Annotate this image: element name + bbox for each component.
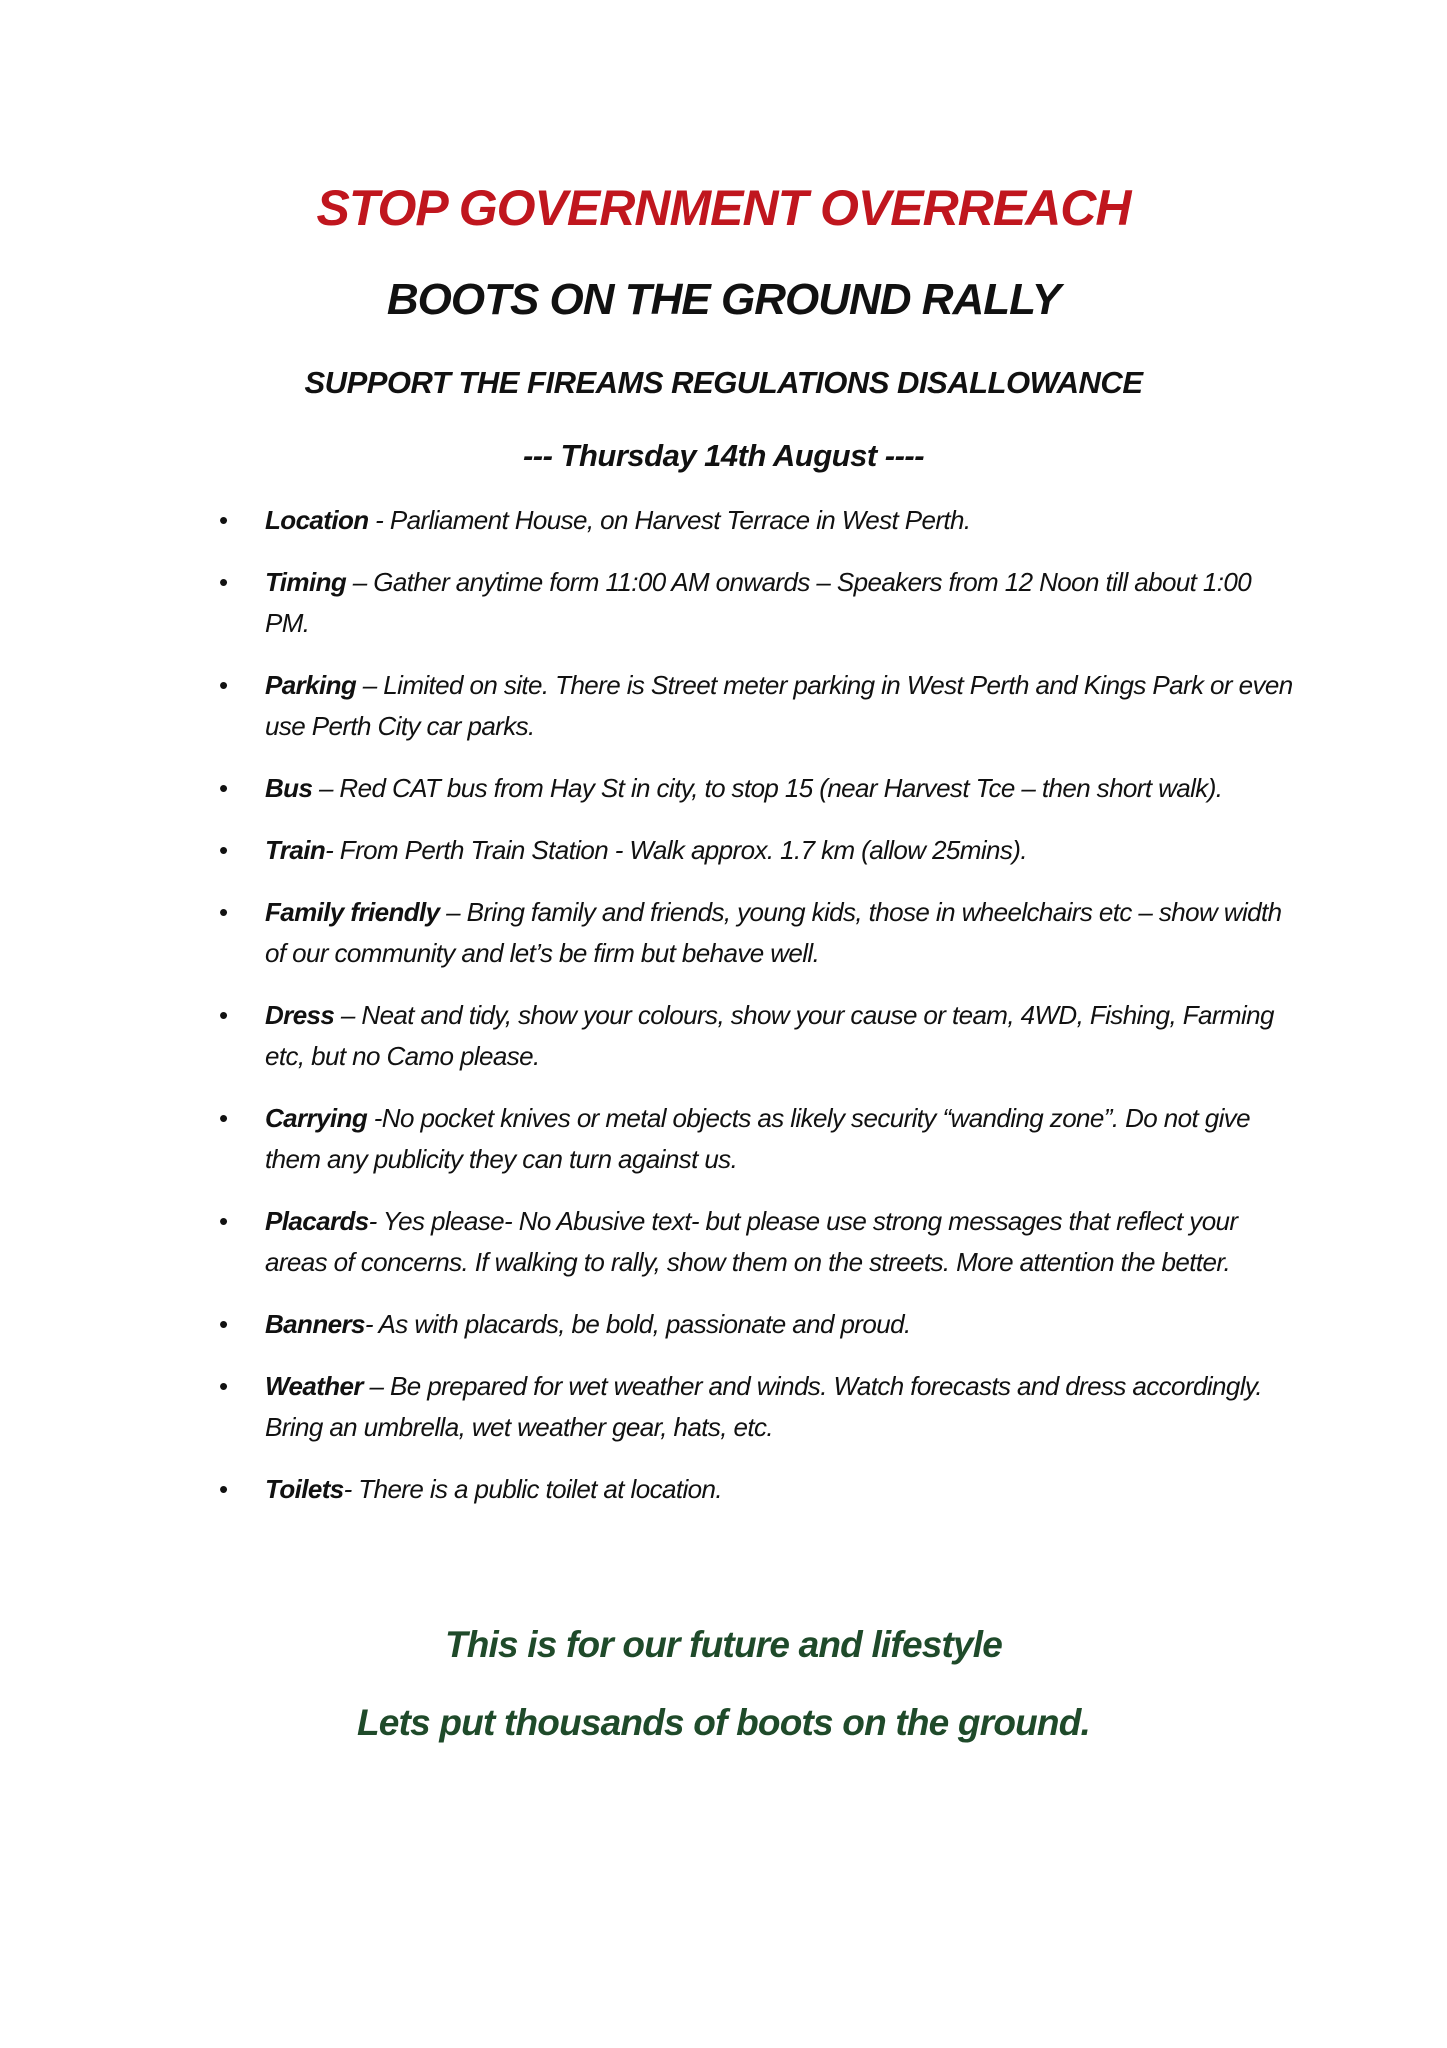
bullet-icon: • [219,1000,228,1030]
item-text: -No pocket knives or metal objects as likely security “wanding zone”. Do not give them any publicity they can turn against us. [265,1103,1251,1174]
bullet-icon: • [219,835,228,865]
item-label: Family friendly [265,897,440,927]
list-item-location [215,500,1295,541]
item-label: Dress [265,1000,335,1030]
item-text: - There is a public toilet at location. [343,1474,722,1504]
item-label: Timing [265,567,347,597]
item-text: - As with placards, be bold, passionate and proud. [364,1309,911,1339]
list-item-bus [215,768,1295,809]
item-label: Weather [265,1371,363,1401]
bullet-icon: • [219,1371,228,1401]
closing-line-2: Lets put thousands of boots on the ground. [356,1702,1091,1743]
bullet-icon: • [219,897,228,927]
item-text: – Gather anytime form 11:00 AM onwards – Speakers from 12 Noon till about 1:00 PM. [265,567,1252,638]
list-item-toilets [215,1469,1295,1510]
bullet-icon: • [219,1309,228,1339]
subtitle: SUPPORT THE FIREAMS REGULATIONS DISALLOWANCE [304,365,1143,400]
item-label: Banners [265,1309,365,1339]
list-item-placards [215,1201,1295,1283]
bullet-icon: • [219,1474,228,1504]
list-item-train [215,830,1295,871]
event-date: --- Thursday 14th August ---- [522,438,925,473]
item-label: Carrying [265,1103,368,1133]
bullet-icon: • [219,1103,228,1133]
item-text: - Parliament House, on Harvest Terrace in West Perth. [368,505,971,535]
closing-line-1: This is for our future and lifestyle [444,1624,1003,1665]
list-item-weather [215,1366,1295,1448]
item-label: Train [265,835,326,865]
item-text: – Neat and tidy, show your colours, show your cause or team, 4WD, Fishing, Farming etc, but no Camo please. [265,1000,1274,1071]
item-text: - Yes please- No Abusive text- but please use strong messages that reflect your areas of concerns. If walking to rally, show them on the streets. More attention the better. [265,1206,1238,1277]
item-text: – Be prepared for wet weather and winds. Watch forecasts and dress accordingly. Bring an umbrella, wet weather gear, hats, etc. [265,1371,1263,1442]
list-item-dress [215,995,1295,1077]
item-text: – Bring family and friends, young kids, those in wheelchairs etc – show width of our community and let’s be firm but behave well. [265,897,1282,968]
bullet-icon: • [219,567,228,597]
event-name: BOOTS ON THE GROUND RALLY [386,275,1061,324]
item-text: - From Perth Train Station - Walk approx. 1.7 km (allow 25mins). [325,835,1027,865]
info-list [215,500,1295,1531]
item-label: Location [265,505,369,535]
list-item-banners [215,1304,1295,1345]
bullet-icon: • [219,670,228,700]
item-text: – Limited on site. There is Street meter parking in West Perth and Kings Park or even use Perth City car parks. [265,670,1293,741]
list-item-carrying [215,1098,1295,1180]
item-text: – Red CAT bus from Hay St in city, to stop 15 (near Harvest Tce – then short walk). [312,773,1223,803]
item-label: Bus [265,773,313,803]
item-label: Parking [265,670,357,700]
main-title: STOP GOVERNMENT OVERREACH [316,180,1131,236]
bullet-icon: • [219,773,228,803]
item-label: Toilets [265,1474,344,1504]
bullet-icon: • [219,1206,228,1236]
item-label: Placards [265,1206,369,1236]
bullet-icon: • [219,505,228,535]
list-item-family-friendly [215,892,1295,974]
list-item-parking [215,665,1295,747]
list-item-timing [215,562,1295,644]
